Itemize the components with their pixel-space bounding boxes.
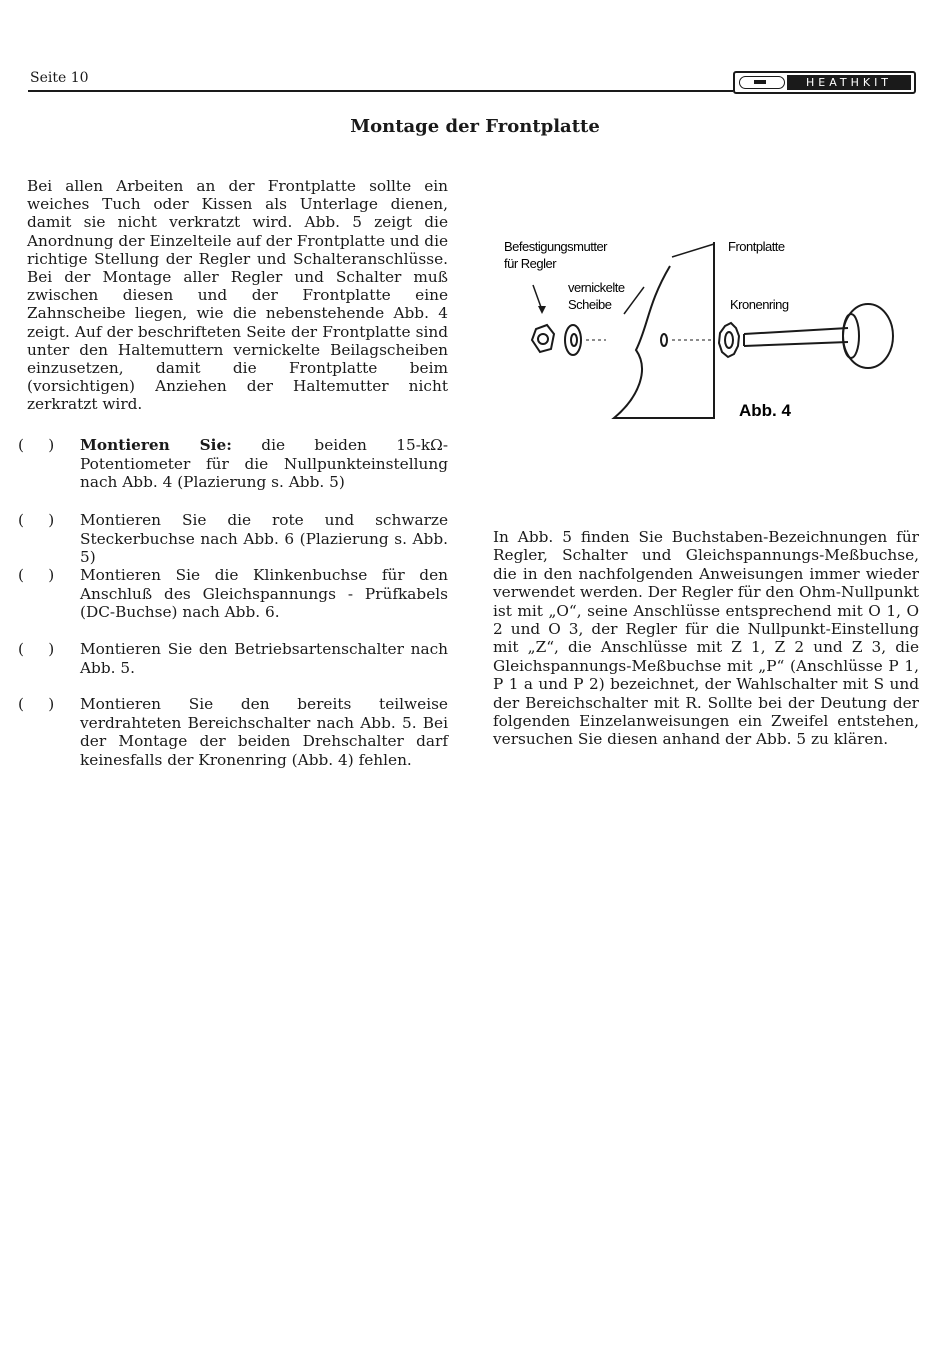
panel-leader-line	[672, 244, 714, 257]
washer-leader-line	[624, 287, 644, 314]
heathkit-logo	[733, 71, 916, 94]
crown-ring	[719, 323, 739, 357]
page-number: Seite 10	[30, 70, 89, 86]
washer-hole	[571, 334, 577, 346]
figure-abb4	[496, 228, 916, 438]
step-checkbox[interactable]: ( )	[18, 640, 55, 658]
header-rule	[28, 90, 733, 92]
step-checkbox[interactable]: ( )	[18, 436, 55, 454]
label-washer-2: Scheibe	[568, 297, 612, 312]
figure-caption: Abb. 4	[739, 401, 791, 420]
label-panel: Frontplatte	[728, 239, 785, 254]
step-item	[18, 436, 450, 496]
label-ring: Kronenring	[730, 297, 789, 312]
step-item	[18, 511, 450, 567]
mounting-nut	[532, 325, 554, 352]
right-paragraph: In Abb. 5 finden Sie Buchstaben-Bezeichnungen für Regler, Schalter und Gleichspannungs-Meßbuchse, die in den nachfolgenden Anweisungen immer wieder verwendet werden. Der Regler für den Ohm-Nullpunkt ist mit „O“, seine Anschlüsse entsprechend mit O 1, O 2 und O 3, der Regler für die Nullpunkt-Einstellung mit „Z“, die Anschlüsse mit Z 1, Z 2 und Z 3, die Gleichspannungs-Meßbuchse mit „P“ (Anschlüsse P 1, P 1 a und P 2) bezeichnet, der Wahlschalter mit S und der Bereichschalter mit R. Sollte bei der Deutung der folgenden Einzelanweisungen ein Zweifel entstehen, versuchen Sie diesen anhand der Abb. 5 zu klären.	[493, 528, 919, 749]
step-checkbox[interactable]: ( )	[18, 695, 55, 713]
knob-face	[843, 314, 859, 358]
step-item	[18, 640, 450, 680]
step-text: die beiden 15-kΩ-Potentiometer für die Nullpunkteinstellung nach Abb. 4 (Plazierung s. Abb. 5)	[80, 436, 449, 492]
shaft-top	[744, 328, 848, 334]
step-checkbox[interactable]: ( )	[18, 566, 55, 584]
crown-ring-hole	[725, 332, 733, 348]
shaft-bottom	[744, 342, 848, 346]
step-item	[18, 695, 450, 775]
step-item	[18, 566, 450, 626]
step-text: Montieren Sie die Klinkenbuchse für den Anschluß des Gleichspannungs - Prüfkabels (DC-Buchse) nach Abb. 6.	[80, 566, 448, 622]
logo-text: HEATHKIT	[787, 75, 911, 90]
label-nut-2: für Regler	[504, 256, 557, 271]
intro-paragraph: Bei allen Arbeiten an der Frontplatte sollte ein weiches Tuch oder Kissen als Unterlage dienen, damit sie nicht verkratzt wird. Abb. 5 zeigt die Anordnung der Einzelteile auf der Frontplatte und die richtige Stellung der Regler und Schalteranschlüsse. Bei der Montage aller Regler und Schalter muß zwischen diesen und der Frontplatte eine Zahnscheibe liegen, wie die nebenstehende Abb. 4 zeigt. Auf der beschrifteten Seite der Frontplatte sind unter den Haltemuttern vernickelte Beilagscheiben einzusetzen, damit die Frontplatte beim (vorsichtigen) Anziehen der Haltemutter nicht zerkratzt wird.	[27, 177, 449, 414]
step-text: Montieren Sie den Betriebsartenschalter nach Abb. 5.	[80, 640, 448, 677]
logo-emblem-icon	[739, 76, 785, 89]
front-panel-outline	[614, 242, 714, 418]
nut-leader-arrow	[538, 306, 546, 314]
step-text: Montieren Sie den bereits teilweise verdrahteten Bereichschalter nach Abb. 5. Bei der Montage der beiden Drehschalter darf keinesfalls der Kronenring (Abb. 4) fehlen.	[80, 695, 448, 769]
panel-hole	[661, 334, 667, 346]
nickel-washer	[565, 325, 581, 355]
label-nut: Befestigungsmutter	[504, 239, 608, 254]
step-checkbox[interactable]: ( )	[18, 511, 55, 529]
step-lead: Montieren Sie:	[80, 436, 232, 454]
page-title: Montage der Frontplatte	[350, 116, 600, 137]
step-text: Montieren Sie die rote und schwarze Steckerbuchse nach Abb. 6 (Plazierung s. Abb. 5)	[80, 511, 448, 567]
nut-hole	[538, 334, 548, 344]
label-washer: vernickelte	[568, 280, 625, 295]
figure-drawing	[532, 242, 893, 418]
